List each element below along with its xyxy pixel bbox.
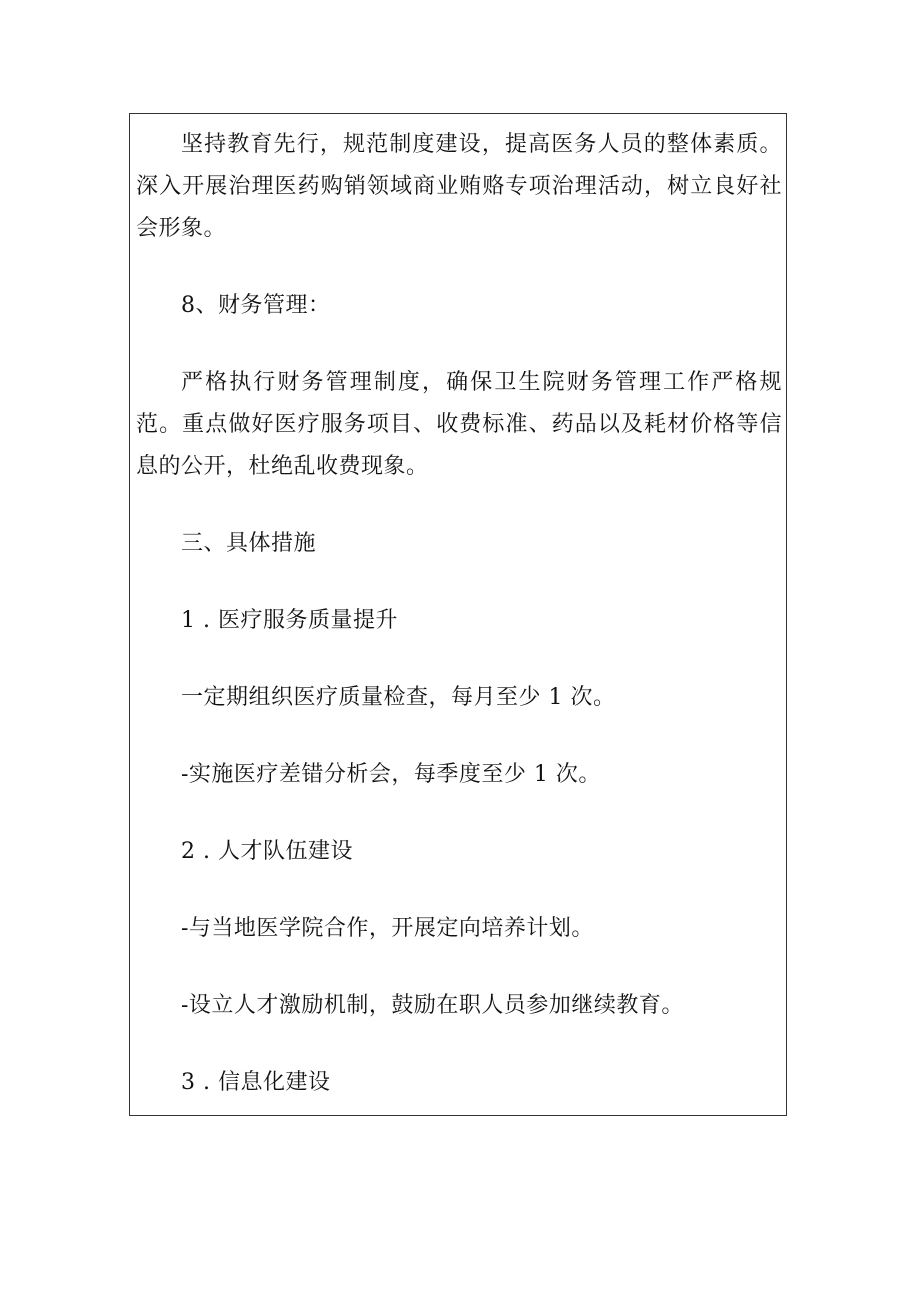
heading-specific-measures: 三、具体措施 — [181, 531, 317, 556]
document-body — [136, 124, 782, 1104]
heading-finance-management: 8、财务管理： — [181, 293, 331, 318]
list-item-quality-check: 一定期组织医疗质量检查，每月至少 1 次。 — [181, 685, 616, 710]
list-item-incentive: -设立人才激励机制，鼓励在职人员参加继续教育。 — [181, 993, 684, 1018]
list-item-cooperation: -与当地医学院合作，开展定向培养计划。 — [181, 916, 594, 941]
paragraph-education: 坚持教育先行，规范制度建设，提高医务人员的整体素质。深入开展治理医药购销领域商业贿赂专项治理活动，树立良好社会形象。 — [136, 132, 782, 241]
list-item-error-analysis: -实施医疗差错分析会，每季度至少 1 次。 — [181, 762, 601, 787]
heading-talent-team: 2 . 人才队伍建设 — [181, 839, 353, 864]
heading-medical-quality: 1 . 医疗服务质量提升 — [181, 608, 398, 633]
heading-informatization: 3 . 信息化建设 — [181, 1070, 331, 1095]
paragraph-finance: 严格执行财务管理制度，确保卫生院财务管理工作严格规范。重点做好医疗服务项目、收费标准、药品以及耗材价格等信息的公开，杜绝乱收费现象。 — [136, 370, 782, 479]
document-frame — [129, 113, 787, 1116]
